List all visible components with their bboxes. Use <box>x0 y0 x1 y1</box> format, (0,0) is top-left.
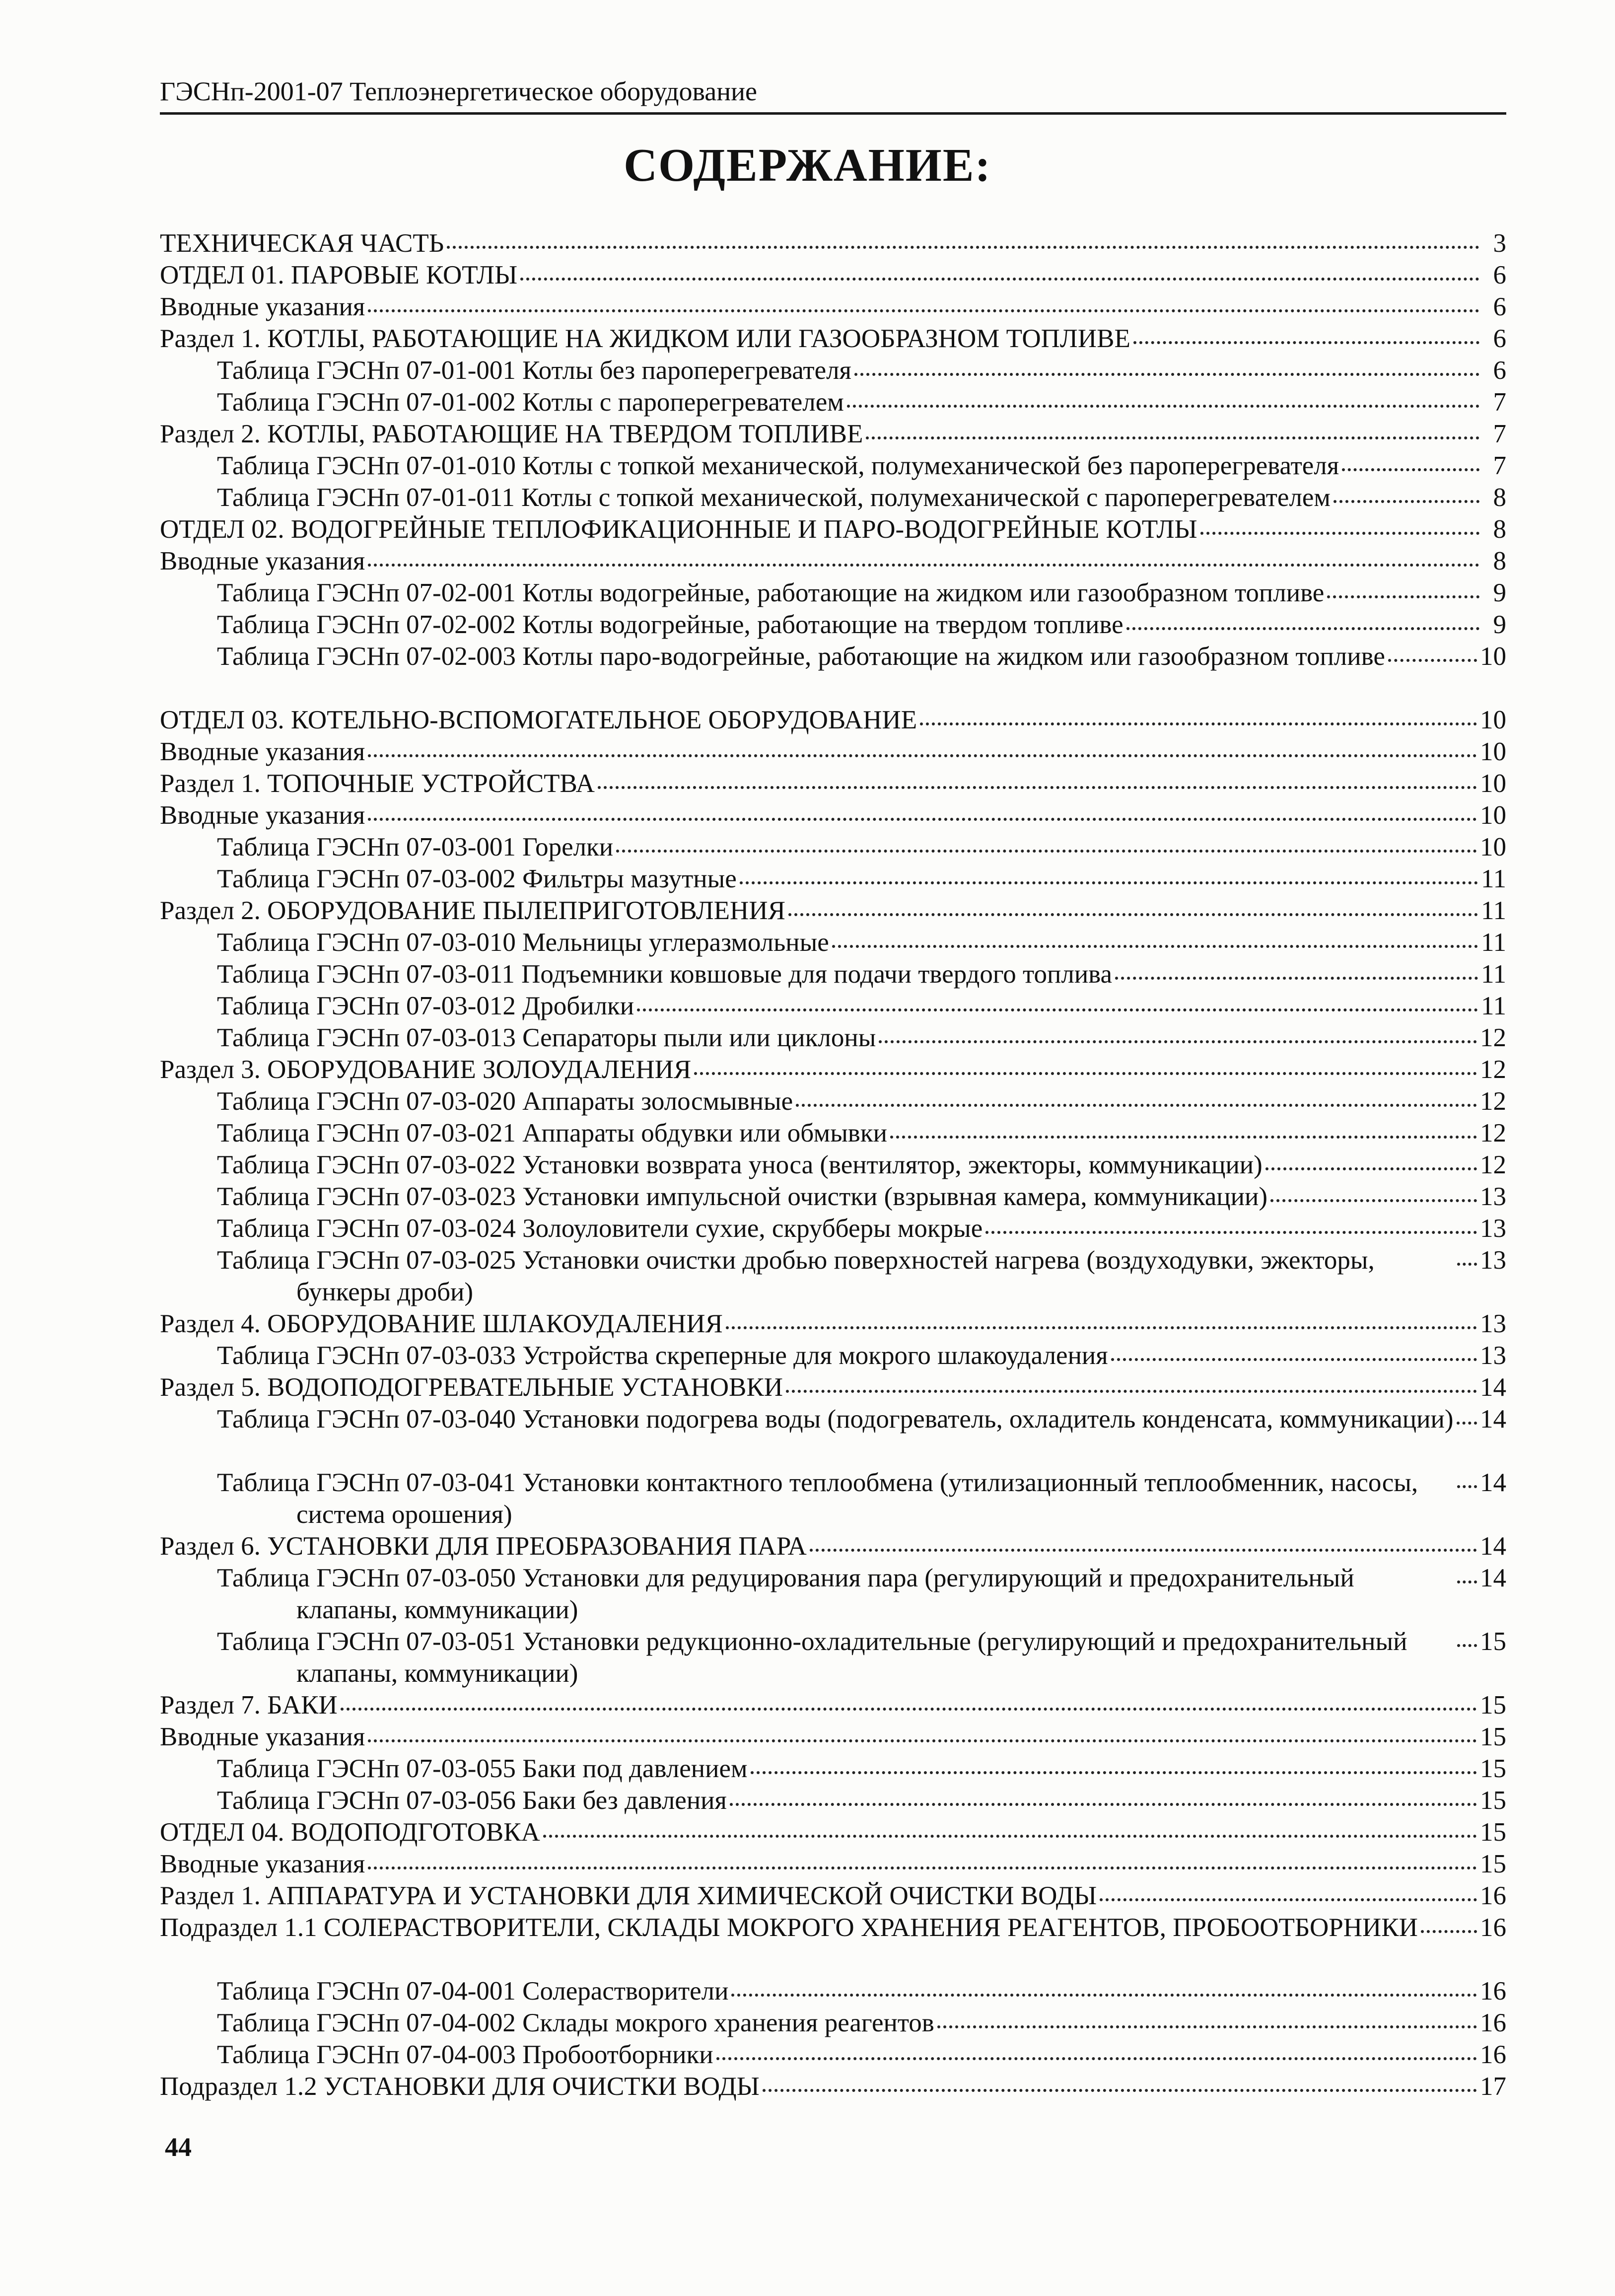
toc-entry-title: Таблица ГЭСНп 07-02-003 Котлы паро-водогрейные, работающие на жидком или газообразном топливе <box>217 642 1385 671</box>
dot-leader <box>1200 532 1479 535</box>
toc-entry <box>160 577 1506 609</box>
toc-entry-page: 10 <box>1480 737 1506 766</box>
dot-leader <box>832 945 1478 948</box>
toc-entry <box>160 704 1506 736</box>
toc-entry-page: 8 <box>1493 483 1506 512</box>
toc-entry-title: Таблица ГЭСНп 07-03-020 Аппараты золосмывные <box>217 1087 793 1116</box>
dot-leader <box>1342 468 1479 471</box>
toc-entry-title: Таблица ГЭСНп 07-02-002 Котлы водогрейные, работающие на твердом топливе <box>217 610 1123 639</box>
dot-leader <box>543 1835 1477 1838</box>
toc-entry-page: 10 <box>1480 769 1506 798</box>
toc-entry <box>160 895 1506 927</box>
toc-entry-page: 11 <box>1480 928 1506 957</box>
dot-leader <box>368 564 1479 567</box>
toc-entry-page: 17 <box>1480 2072 1506 2101</box>
dot-leader <box>637 1008 1478 1011</box>
dot-leader <box>1457 1644 1477 1647</box>
toc-entry-page: 13 <box>1480 1182 1506 1211</box>
toc-entry-title: ОТДЕЛ 03. КОТЕЛЬНО-ВСПОМОГАТЕЛЬНОЕ ОБОРУДОВАНИЕ <box>160 706 917 734</box>
toc-entry-page: 10 <box>1480 833 1506 861</box>
toc-entry-title: Раздел 6. УСТАНОВКИ ДЛЯ ПРЕОБРАЗОВАНИЯ ПАРА <box>160 1532 807 1561</box>
toc-entry-title: Вводные указания <box>160 737 365 766</box>
toc-entry-page: 14 <box>1480 1468 1506 1497</box>
toc-entry <box>160 1117 1506 1149</box>
toc-entry-page: 6 <box>1493 261 1506 289</box>
dot-leader <box>890 1136 1477 1139</box>
dot-leader <box>447 246 1479 249</box>
dot-leader <box>1133 341 1479 344</box>
toc-entry-page: 8 <box>1493 547 1506 575</box>
dot-leader <box>920 722 1477 725</box>
toc-entry <box>160 609 1506 641</box>
dot-leader <box>730 1803 1477 1806</box>
dot-leader <box>786 1390 1477 1393</box>
toc-entry <box>160 1721 1506 1753</box>
toc-entry-title: Вводные указания <box>160 547 365 575</box>
toc-entry-page: 9 <box>1493 610 1506 639</box>
toc-entry <box>160 1149 1506 1181</box>
toc-entry <box>160 1626 1506 1689</box>
toc-entry-title: Таблица ГЭСНп 07-01-002 Котлы с пароперегревателем <box>217 388 844 417</box>
toc-entry-page: 10 <box>1480 642 1506 671</box>
toc-entry <box>160 513 1506 545</box>
toc-entry-title: Подраздел 1.1 СОЛЕРАСТВОРИТЕЛИ, СКЛАДЫ МОКРОГО ХРАНЕНИЯ РЕАГЕНТОВ, ПРОБООТБОРНИКИ <box>160 1913 1418 1942</box>
toc-entry <box>160 291 1506 323</box>
toc-entry-title: Таблица ГЭСНп 07-01-010 Котлы с топкой механической, полумеханической без пароперегревателя <box>217 451 1339 480</box>
toc-entry <box>160 259 1506 291</box>
toc-entry-title: Таблица ГЭСНп 07-03-012 Дробилки <box>217 992 634 1020</box>
toc-entry <box>160 1467 1506 1530</box>
toc-entry-page: 7 <box>1493 420 1506 448</box>
toc-entry-title: Таблица ГЭСНп 07-01-011 Котлы с топкой механической, полумеханической с пароперегревателем <box>217 483 1331 512</box>
toc-entry <box>160 227 1506 259</box>
toc-entry <box>160 2007 1506 2039</box>
toc-entry-title: ОТДЕЛ 04. ВОДОПОДГОТОВКА <box>160 1818 540 1847</box>
toc-entry-page: 9 <box>1493 578 1506 607</box>
toc-entry-title: Таблица ГЭСНп 07-03-051 Установки редукционно-охладительные (регулирующий и предохранительный клапаны, коммуникации) <box>217 1627 1407 1688</box>
toc-entry <box>160 1213 1506 1244</box>
toc-entry-title: Таблица ГЭСНп 07-03-002 Фильтры мазутные <box>217 864 737 893</box>
toc-entry-title: Таблица ГЭСНп 07-04-002 Склады мокрого хранения реагентов <box>217 2009 934 2037</box>
toc-entry <box>160 1848 1506 1880</box>
toc-entry-page: 12 <box>1480 1150 1506 1179</box>
toc-entry-page: 16 <box>1480 2040 1506 2069</box>
toc-entry-page: 15 <box>1480 1627 1506 1656</box>
dot-leader <box>694 1072 1477 1075</box>
toc-entry <box>160 1816 1506 1848</box>
toc-entry-title: Таблица ГЭСНп 07-02-001 Котлы водогрейные, работающие на жидком или газообразном топливе <box>217 578 1325 607</box>
toc-entry <box>160 1562 1506 1626</box>
toc-entry <box>160 927 1506 958</box>
toc-entry <box>160 736 1506 768</box>
dot-leader <box>810 1549 1477 1552</box>
toc-entry-title: Таблица ГЭСНп 07-03-033 Устройства скреперные для мокрого шлакоудаления <box>217 1341 1108 1370</box>
toc-entry-page: 15 <box>1480 1754 1506 1783</box>
page-number: 44 <box>165 2132 192 2162</box>
running-header: ГЭСНп-2001-07 Теплоэнергетическое оборудование <box>160 75 1506 115</box>
toc-entry <box>160 1975 1506 2007</box>
dot-leader <box>1126 627 1479 630</box>
toc-entry <box>160 1753 1506 1785</box>
toc-entry-page: 6 <box>1493 324 1506 353</box>
toc-entry-page: 12 <box>1480 1087 1506 1116</box>
toc-entry <box>160 1785 1506 1816</box>
dot-leader <box>1265 1167 1477 1170</box>
toc-entry-page: 14 <box>1480 1405 1506 1434</box>
toc-entry-page: 15 <box>1480 1691 1506 1720</box>
toc-entry-title: Таблица ГЭСНп 07-03-055 Баки под давлением <box>217 1754 748 1783</box>
toc-entry <box>160 1022 1506 1054</box>
dot-leader <box>937 2025 1477 2028</box>
toc-entry-title: Вводные указания <box>160 801 365 830</box>
toc-entry-page: 13 <box>1480 1309 1506 1338</box>
toc-entry-page: 11 <box>1480 864 1506 893</box>
toc-entry-page: 6 <box>1493 292 1506 321</box>
toc-entry-page: 11 <box>1480 992 1506 1020</box>
toc-entry <box>160 1244 1506 1308</box>
dot-leader <box>1457 1422 1477 1425</box>
toc-entry-page: 16 <box>1480 1977 1506 2006</box>
dot-leader <box>368 1739 1477 1742</box>
toc-entry-page: 12 <box>1480 1119 1506 1148</box>
toc-entry-title: Таблица ГЭСНп 07-03-001 Горелки <box>217 833 614 861</box>
toc-entry <box>160 863 1506 895</box>
dot-leader <box>854 373 1479 376</box>
dot-leader <box>796 1104 1477 1107</box>
toc-entry-title: ОТДЕЛ 01. ПАРОВЫЕ КОТЛЫ <box>160 261 518 289</box>
toc-entry-title: Таблица ГЭСНп 07-03-040 Установки подогрева воды (подогреватель, охладитель конденсата, коммуникации) <box>217 1405 1454 1434</box>
dot-leader <box>368 309 1479 312</box>
toc-entry-title: Раздел 3. ОБОРУДОВАНИЕ ЗОЛОУДАЛЕНИЯ <box>160 1055 692 1084</box>
toc-entry-title: Таблица ГЭСНп 07-01-001 Котлы без пароперегревателя <box>217 356 851 385</box>
toc-entry <box>160 831 1506 863</box>
toc-entry-page: 11 <box>1480 960 1506 989</box>
toc-entry-page: 8 <box>1493 515 1506 544</box>
table-of-contents <box>160 227 1506 2102</box>
toc-entry-title: Таблица ГЭСНп 07-03-050 Установки для редуцирования пара (регулирующий и предохранительный клапаны, коммуникации) <box>217 1564 1354 1624</box>
dot-leader <box>368 818 1477 821</box>
dot-leader <box>1388 659 1477 662</box>
dot-leader <box>716 2057 1477 2060</box>
toc-entry <box>160 1054 1506 1085</box>
dot-leader <box>879 1040 1477 1043</box>
toc-entry-page: 15 <box>1480 1818 1506 1847</box>
toc-entry-title: ОТДЕЛ 02. ВОДОГРЕЙНЫЕ ТЕПЛОФИКАЦИОННЫЕ И ПАРО-ВОДОГРЕЙНЫЕ КОТЛЫ <box>160 515 1197 544</box>
toc-entry-page: 13 <box>1480 1214 1506 1243</box>
toc-entry-page: 15 <box>1480 1722 1506 1751</box>
toc-entry <box>160 990 1506 1022</box>
toc-entry <box>160 1912 1506 1975</box>
toc-entry <box>160 323 1506 355</box>
toc-entry <box>160 799 1506 831</box>
toc-entry-page: 10 <box>1480 706 1506 734</box>
toc-entry-title: Таблица ГЭСНп 07-03-011 Подъемники ковшовые для подачи твердого топлива <box>217 960 1113 989</box>
dot-leader <box>847 405 1479 408</box>
toc-entry-title: Раздел 4. ОБОРУДОВАНИЕ ШЛАКОУДАЛЕНИЯ <box>160 1309 723 1338</box>
toc-entry-page: 13 <box>1480 1246 1506 1275</box>
dot-leader <box>1457 1580 1477 1583</box>
toc-entry-page: 7 <box>1493 451 1506 480</box>
toc-entry-title: Подраздел 1.2 УСТАНОВКИ ДЛЯ ОЧИСТКИ ВОДЫ <box>160 2072 760 2101</box>
toc-entry-page: 12 <box>1480 1055 1506 1084</box>
toc-entry-title: Таблица ГЭСНп 07-03-025 Установки очистки дробью поверхностей нагрева (воздуходувки, эжекторы, бункеры дроби) <box>217 1246 1375 1306</box>
dot-leader <box>1100 1898 1477 1901</box>
toc-entry-title: Таблица ГЭСНп 07-03-022 Установки возврата уноса (вентилятор, эжекторы, коммуникации) <box>217 1150 1263 1179</box>
toc-entry-page: 10 <box>1480 801 1506 830</box>
toc-entry-page: 3 <box>1493 229 1506 258</box>
toc-entry-title: Раздел 7. БАКИ <box>160 1691 338 1720</box>
toc-entry-page: 15 <box>1480 1850 1506 1878</box>
dot-leader <box>726 1326 1477 1329</box>
dot-leader <box>1111 1358 1477 1361</box>
dot-leader <box>866 436 1479 439</box>
toc-entry-title: Таблица ГЭСНп 07-04-001 Солерастворители <box>217 1977 729 2006</box>
toc-entry <box>160 1181 1506 1213</box>
toc-entry-page: 16 <box>1480 2009 1506 2037</box>
dot-leader <box>1115 977 1478 980</box>
toc-entry-title: Раздел 1. АППАРАТУРА И УСТАНОВКИ ДЛЯ ХИМИЧЕСКОЙ ОЧИСТКИ ВОДЫ <box>160 1881 1097 1910</box>
dot-leader <box>751 1771 1477 1774</box>
dot-leader <box>616 850 1477 853</box>
toc-entry-title: Вводные указания <box>160 1850 365 1878</box>
toc-entry <box>160 418 1506 450</box>
toc-entry-page: 14 <box>1480 1373 1506 1402</box>
dot-leader <box>368 754 1477 757</box>
toc-entry-page: 16 <box>1480 1881 1506 1910</box>
toc-entry-title: Таблица ГЭСНп 07-03-041 Установки контактного теплообмена (утилизационный теплообменник, насосы, система орошения) <box>217 1468 1418 1529</box>
dot-leader <box>731 1994 1477 1997</box>
toc-entry <box>160 1371 1506 1403</box>
dot-leader <box>1457 1485 1477 1488</box>
toc-entry <box>160 2039 1506 2071</box>
toc-entry-page: 6 <box>1493 356 1506 385</box>
toc-entry-page: 16 <box>1480 1913 1506 1942</box>
dot-leader <box>1421 1930 1477 1933</box>
dot-leader <box>740 881 1478 884</box>
toc-entry-page: 7 <box>1493 388 1506 417</box>
toc-entry-title: Раздел 2. ОБОРУДОВАНИЕ ПЫЛЕПРИГОТОВЛЕНИЯ <box>160 896 785 925</box>
toc-entry <box>160 641 1506 704</box>
toc-entry <box>160 1530 1506 1562</box>
toc-entry <box>160 1340 1506 1371</box>
toc-entry <box>160 958 1506 990</box>
toc-entry-title: Раздел 2. КОТЛЫ, РАБОТАЮЩИЕ НА ТВЕРДОМ ТОПЛИВЕ <box>160 420 863 448</box>
toc-entry <box>160 1403 1506 1467</box>
dot-leader <box>598 786 1477 789</box>
dot-leader <box>788 913 1478 916</box>
toc-entry <box>160 1308 1506 1340</box>
toc-entry-title: Таблица ГЭСНп 07-03-013 Сепараторы пыли или циклоны <box>217 1023 876 1052</box>
dot-leader <box>341 1708 1477 1711</box>
toc-entry-page: 12 <box>1480 1023 1506 1052</box>
toc-entry <box>160 386 1506 418</box>
toc-entry-title: Раздел 1. КОТЛЫ, РАБОТАЮЩИЕ НА ЖИДКОМ ИЛИ ГАЗООБРАЗНОМ ТОПЛИВЕ <box>160 324 1130 353</box>
toc-entry-title: ТЕХНИЧЕСКАЯ ЧАСТЬ <box>160 229 444 258</box>
toc-entry-title: Таблица ГЭСНп 07-04-003 Пробоотборники <box>217 2040 713 2069</box>
toc-entry <box>160 355 1506 386</box>
toc-entry-title: Таблица ГЭСНп 07-03-021 Аппараты обдувки или обмывки <box>217 1119 887 1148</box>
toc-entry-page: 15 <box>1480 1786 1506 1815</box>
toc-entry <box>160 482 1506 513</box>
toc-entry-page: 14 <box>1480 1532 1506 1561</box>
toc-entry-title: Раздел 5. ВОДОПОДОГРЕВАТЕЛЬНЫЕ УСТАНОВКИ <box>160 1373 783 1402</box>
toc-entry-page: 11 <box>1480 896 1506 925</box>
toc-entry-title: Таблица ГЭСНп 07-03-023 Установки импульсной очистки (взрывная камера, коммуникации) <box>217 1182 1267 1211</box>
toc-entry <box>160 1689 1506 1721</box>
dot-leader <box>1334 500 1479 503</box>
dot-leader <box>368 1866 1477 1869</box>
toc-entry <box>160 450 1506 482</box>
toc-entry-title: Вводные указания <box>160 292 365 321</box>
toc-entry <box>160 1085 1506 1117</box>
page-title: СОДЕРЖАНИЕ: <box>624 140 991 191</box>
dot-leader <box>1457 1263 1477 1266</box>
toc-entry-title: Раздел 1. ТОПОЧНЫЕ УСТРОЙСТВА <box>160 769 595 798</box>
toc-entry <box>160 1880 1506 1912</box>
toc-entry <box>160 2071 1506 2102</box>
toc-entry-page: 13 <box>1480 1341 1506 1370</box>
dot-leader <box>763 2089 1477 2092</box>
dot-leader <box>520 278 1479 281</box>
toc-entry-title: Таблица ГЭСНп 07-03-010 Мельницы углеразмольные <box>217 928 829 957</box>
toc-entry-page: 14 <box>1480 1564 1506 1592</box>
toc-entry-title: Таблица ГЭСНп 07-03-056 Баки без давления <box>217 1786 727 1815</box>
toc-entry <box>160 768 1506 799</box>
dot-leader <box>1327 595 1479 598</box>
toc-entry-title: Таблица ГЭСНп 07-03-024 Золоуловители сухие, скрубберы мокрые <box>217 1214 983 1243</box>
toc-entry <box>160 545 1506 577</box>
dot-leader <box>985 1231 1477 1234</box>
toc-entry-title: Вводные указания <box>160 1722 365 1751</box>
dot-leader <box>1270 1199 1477 1202</box>
